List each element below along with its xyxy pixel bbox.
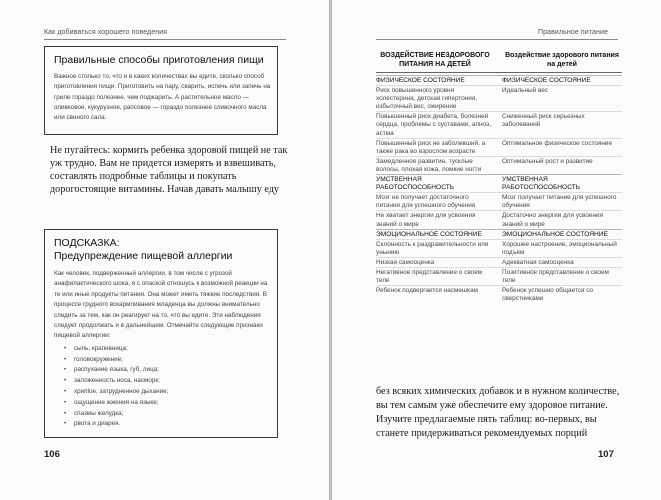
table-header [376, 51, 622, 69]
unhealthy-effect-cell: Повышенный риск не заболевший, а также рака во взрослом возрасте [376, 139, 486, 155]
healthy-effect-cell: ФИЗИЧЕСКОЕ СОСТОЯНИЕ [502, 77, 591, 84]
body-paragraph: Не пугайтесь: кормить ребенка здоровой пищей не так уж трудно. Вам не придется измерять и взвешивать, составлять подробные таблицы и покупать дорогостоящие витамины. Начав давать малышу еду [50, 145, 288, 195]
running-head: Как добиваться хорошего поведения [44, 29, 168, 36]
tip-box [44, 229, 278, 438]
column-header-unhealthy: ВОЗДЕЙСТВИЕ НЕЗДОРОВОГО ПИТАНИЯ НА ДЕТЕЙ [380, 52, 490, 68]
page-number: 107 [598, 449, 614, 460]
unhealthy-effect-cell: Склонность к раздражительности или унынию [376, 240, 489, 256]
table-row [376, 210, 622, 228]
unhealthy-effect-cell: Повышенный риск диабета, болезней сердца, проблемы с суставами, апноэ, астма [376, 113, 492, 137]
healthy-effect-cell: Хорошее настроение, эмоциональный подъем [502, 240, 617, 256]
table-rule [376, 72, 622, 73]
unhealthy-effect-cell: УМСТВЕННАЯ РАБОТОСПОСОБНОСТЬ [376, 176, 455, 192]
tip-label: ПОДСКАЗКА: [54, 237, 120, 249]
table-body [376, 75, 622, 303]
list-item: • рвота и диарея. [64, 419, 271, 430]
healthy-effect-cell: Ребенок успешно общается со сверстниками [502, 287, 594, 303]
unhealthy-effect-cell: Риск повышенного уровня холестерина, детская гипертония, избыточный вес, ожирение [376, 87, 478, 111]
unhealthy-effect-cell: Ребенок подвергается насмешкам [376, 287, 478, 295]
healthy-effect-cell: УМСТВЕННАЯ РАБОТОСПОСОБНОСТЬ [502, 176, 581, 192]
unhealthy-effect-cell: ФИЗИЧЕСКОЕ СОСТОЯНИЕ [376, 77, 465, 84]
right-page [332, 0, 661, 500]
table-section-row [376, 229, 622, 239]
running-head: Правильное питание [538, 29, 608, 36]
page-number: 106 [44, 449, 60, 460]
list-item: • спазмы желудка; [64, 409, 271, 420]
healthy-effect-cell: Идеальный вес [502, 87, 549, 95]
healthy-effect-cell: Мозг получает питание для успешного обучения [502, 194, 617, 210]
unhealthy-effect-cell: Мозг не получает достаточного питания для успешного обучения [376, 194, 476, 210]
healthy-effect-cell: Достаточно энергии для усвоения знаний о мире [502, 212, 604, 228]
table-row [376, 138, 622, 156]
table-row [376, 285, 622, 303]
header-rule [376, 39, 618, 40]
table-row [376, 85, 622, 111]
list-item: • хрипloe, затрудненное дыхание; [64, 387, 271, 398]
box-text: Важное столько то, что и в каких количествах вы едите, сколько способ приготовления пищи. Приготовить на пару, сварить, испечь или запечь на гриле гораздо полезнее, чем поджарить. А растительное масло — оливковое, кукурузное, рапсовое — гораздо полезнее сливочного масла или свиного сала. [54, 73, 271, 122]
unhealthy-effect-cell: ЭМОЦИОНАЛЬНОЕ СОСТОЯНИЕ [376, 230, 482, 238]
allergy-symptom-list [54, 344, 271, 430]
list-item: • ощущение жжения на языке; [64, 398, 271, 409]
table-section-row [376, 75, 622, 85]
table-row [376, 156, 622, 174]
table-row [376, 257, 622, 267]
healthy-effect-cell: Сниженный риск серьезных заболеваний [502, 113, 585, 129]
unhealthy-effect-cell: Не хватает энергии для усвоения знаний о мире [376, 212, 476, 228]
healthy-effect-cell: Оптимальное физическое состояние [502, 139, 613, 147]
tip-text: Как человек, подверженный аллергии, в том числе с угрозой анафилактического шока, я с опаской отношусь к возможной реакции на те или иные продукты питания. Она может иметь тяжкие последствия. В процессе грудного вскармливания младенца вы должны внимательно следить за тем, как он реагирует на то, что вы едите. Эти наблюдения следует продолжать и в дальнейшем. Отмечайте следующие признаки пищевой аллергии: [54, 270, 268, 340]
healthy-effect-cell: ЭМОЦИОНАЛЬНОЕ СОСТОЯНИЕ [502, 230, 608, 238]
header-rule [44, 39, 286, 40]
healthy-effect-cell: Позитивное представление о своем теле [502, 268, 609, 285]
cooking-methods-box [44, 46, 278, 135]
table-section-row [376, 174, 622, 192]
unhealthy-effect-cell: Негативное представление о своем теле [376, 268, 483, 285]
left-page [0, 0, 329, 500]
table-row [376, 239, 622, 257]
list-item: • заложенность носа, насморк; [64, 376, 271, 387]
healthy-effect-cell: Оптимальный рост и развитие [502, 157, 593, 165]
table-row [376, 111, 622, 137]
tip-title: Предупреждение пищевой аллергии [54, 250, 233, 262]
body-paragraph: без всяких химических добавок и в нужном количестве, вы тем самым уже обеспечите ему здоровое питание. Изучите предлагаемые пять таблиц: во-первых, вы станете придерживаться рекомендуемых порций [376, 386, 620, 439]
nutrition-comparison-table [376, 51, 622, 303]
unhealthy-effect-cell: Замедленное развитие, тусклые волосы, плохая кожа, ломкие ногти [376, 157, 482, 173]
unhealthy-effect-cell: Низкая самооценка [376, 258, 435, 266]
box-title: Правильные способы приготовления пищи [54, 54, 264, 66]
list-item: • распухание языка, губ, лица; [64, 365, 271, 376]
column-header-healthy: Воздействие здорового питания на детей [505, 52, 619, 68]
table-row [376, 267, 622, 285]
healthy-effect-cell: Адекватная самооценка [502, 258, 574, 266]
list-item: • сыпь, крапивница; [64, 344, 271, 355]
list-item: • головокружение; [64, 355, 271, 366]
table-row [376, 192, 622, 210]
